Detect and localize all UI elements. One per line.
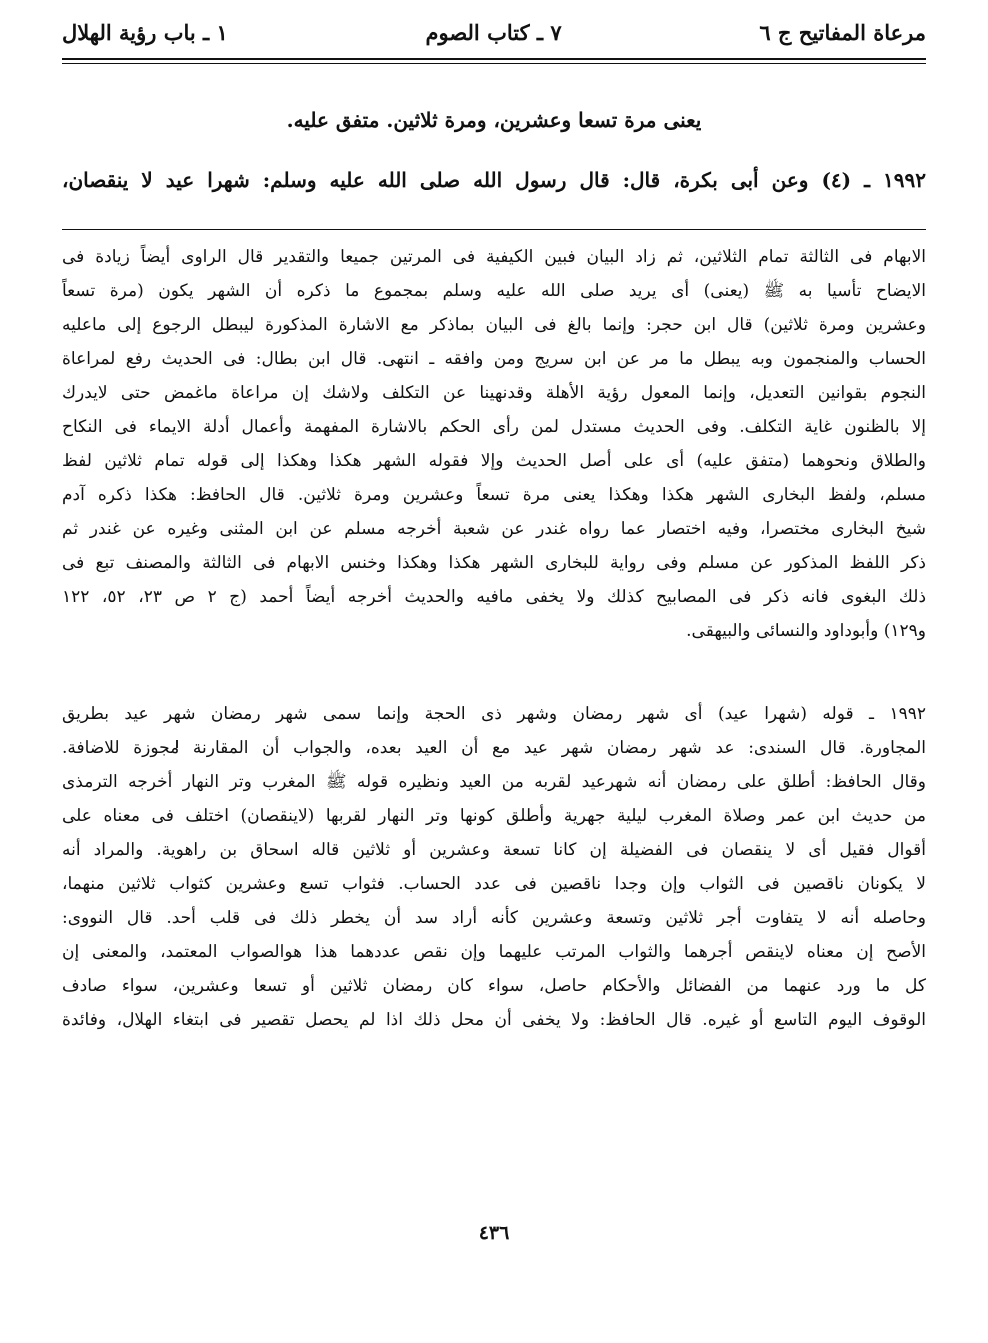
commentary-line: مسلم، ولفظ البخارى الشهر هكذا وهكذا يعنى مرة تسعاً وعشرين ومرة ثلاثين. قال الحافظ: هكذا ذكره آدم (62, 485, 926, 505)
commentary-line: من حديث ابن عمر وصلاة المغرب ليلية جهرية وأطلق كونها وتر النهار لقربها (لاينقصان) اختلف فى معناه على (62, 806, 926, 826)
header-section: ١ ـ باب رؤية الهلال (62, 19, 228, 45)
commentary-line: ذلك البغوى فانه ذكر فى المصابيح كذلك ولا يخفى مافيه والحديث أخرجه أيضاً أحمد (ج ٢ ص ٢٣، ٥٢، ١٢٢ (62, 587, 926, 607)
commentary-line: إلا بالظنون غاية التكلف. وفى الحديث مستدل لمن رأى الحكم بالاشارة المفهمة وأعمال أدلة الايماء فى النكاح (62, 417, 926, 437)
commentary-line: وقال الحافظ: أطلق على رمضان أنه شهرعيد لقربه من العيد ونظيره قوله ﷺ المغرب وتر النهار أخرجه الترمذى (62, 772, 926, 792)
running-header (62, 12, 926, 52)
matn-line-1: يعنى مرة تسعا وعشرين، ومرة ثلاثين. متفق عليه. (286, 108, 702, 132)
commentary-line: لا يكونان ناقصين فى الثواب وإن وجدا ناقصين فى عدد الحساب. فثواب تسع وعشرين كثواب ثلاثين منهما، (62, 874, 926, 894)
commentary-line: كل ما ورد عنهما من الفضائل والأحكام حاصل، سواء كان رمضان ثلاثين أو تسعا وعشرين، سواء صادف (62, 976, 926, 996)
commentary-line: ذكر اللفظ المذكور عن مسلم وفى رواية للبخارى الشهر هكذا وهكذا وخنس الابهام فى الثالثة والمصنف تبع فى (62, 553, 926, 573)
commentary-line: المجاورة. قال السندى: عد شهر رمضان شهر عيد مع أن العيد بعده، والجواب أن المقارنة مجوزة للاضافة. (62, 738, 926, 758)
commentary-line: وعشرين ومرة ثلاثين) قال ابن حجر: وإنما بالغ فى البيان بماذكر مع الاشارة المذكورة ليبطل الرجوع إلى ماعليه (62, 315, 926, 335)
header-chapter: ٧ ـ كتاب الصوم (425, 19, 562, 45)
commentary-line: وحاصله أنه لا يتفاوت أجر ثلاثين وتسعة وعشرين كأنه أراد سد أن يخطر ذلك فى قلب أحد. قال النووى: (62, 908, 926, 928)
page-number: ٤٣٦ (478, 1222, 510, 1244)
commentary-line: النجوم بقوانين التعديل، وإنما المعول رؤية الأهلة وقدنهينا عن التكلف ولاشك إن مراعاة ماغمض حتى لايدرك (62, 383, 926, 403)
commentary-line: والطلاق ونحوهما (متفق عليه) أى على أصل الحديث وإلا فقوله الشهر هكذا وهكذا إلى قوله تمام ثلاثين لفظ (62, 451, 926, 471)
commentary-line: شيخ البخارى مختصرا، وفيه اختصار عما رواه غندر عن شعبة أخرجه مسلم عن ابن المثنى وغيره عن غندر ثم (62, 519, 926, 539)
matn-line-2-hadith-1992: ١٩٩٢ ـ (٤) وعن أبى بكرة، قال: قال رسول الله صلى الله عليه وسلم: شهرا عيد لا ينقصان، (62, 168, 926, 192)
commentary-line: الابهام فى الثالثة تمام الثلاثين، ثم زاد البيان فبين الكيفية فى المرتين جميعا والتقدير قال الراوى أيضاً زيادة فى (62, 247, 926, 267)
matn-commentary-separator (62, 229, 926, 230)
commentary-line: الحساب والمنجمون وبه يبطل ما مر عن ابن سريج ومن وافقه ـ انتهى. قال ابن بطال: فى الحديث رفع لمراعاة (62, 349, 926, 369)
commentary-line: الوقوف اليوم التاسع أو غيره. قال الحافظ: ولا يخفى أن محل ذلك اذا لم يحصل تقصير فى ابتغاء الهلال، وفائدة (62, 1010, 926, 1030)
commentary-block-a (62, 240, 926, 648)
commentary-line: أقوال فقيل أى لا ينقصان فى الفضيلة إن كانا تسعة وعشرين أو ثلاثين قاله اسحاق بن راهوية. والمراد أنه (62, 840, 926, 860)
commentary-line: ١٩٩٢ ـ قوله (شهرا عيد) أى شهر رمضان وشهر ذى الحجة وإنما سمى شهر رمضان شهر عيد بطريق (62, 704, 926, 724)
header-book-title: مرعاة المفاتيح ج ٦ (759, 19, 926, 45)
header-double-rule (62, 58, 926, 64)
commentary-block-b (62, 697, 926, 1037)
commentary-line: الأصح إن معناه لاينقص أجرهما والثواب المرتب عليهما وإن نقص عددهما هذا هوالصواب المعتمد، والمعنى إن (62, 942, 926, 962)
commentary-line: الايضاح تأسيا به ﷺ (يعنى) أى يريد صلى الله عليه وسلم بمجموع ما ذكره أن الشهر يكون (مرة تسعاً (62, 281, 926, 301)
commentary-line: و١٢٩) وأبوداود والنسائى والبيهقى. (686, 621, 926, 641)
